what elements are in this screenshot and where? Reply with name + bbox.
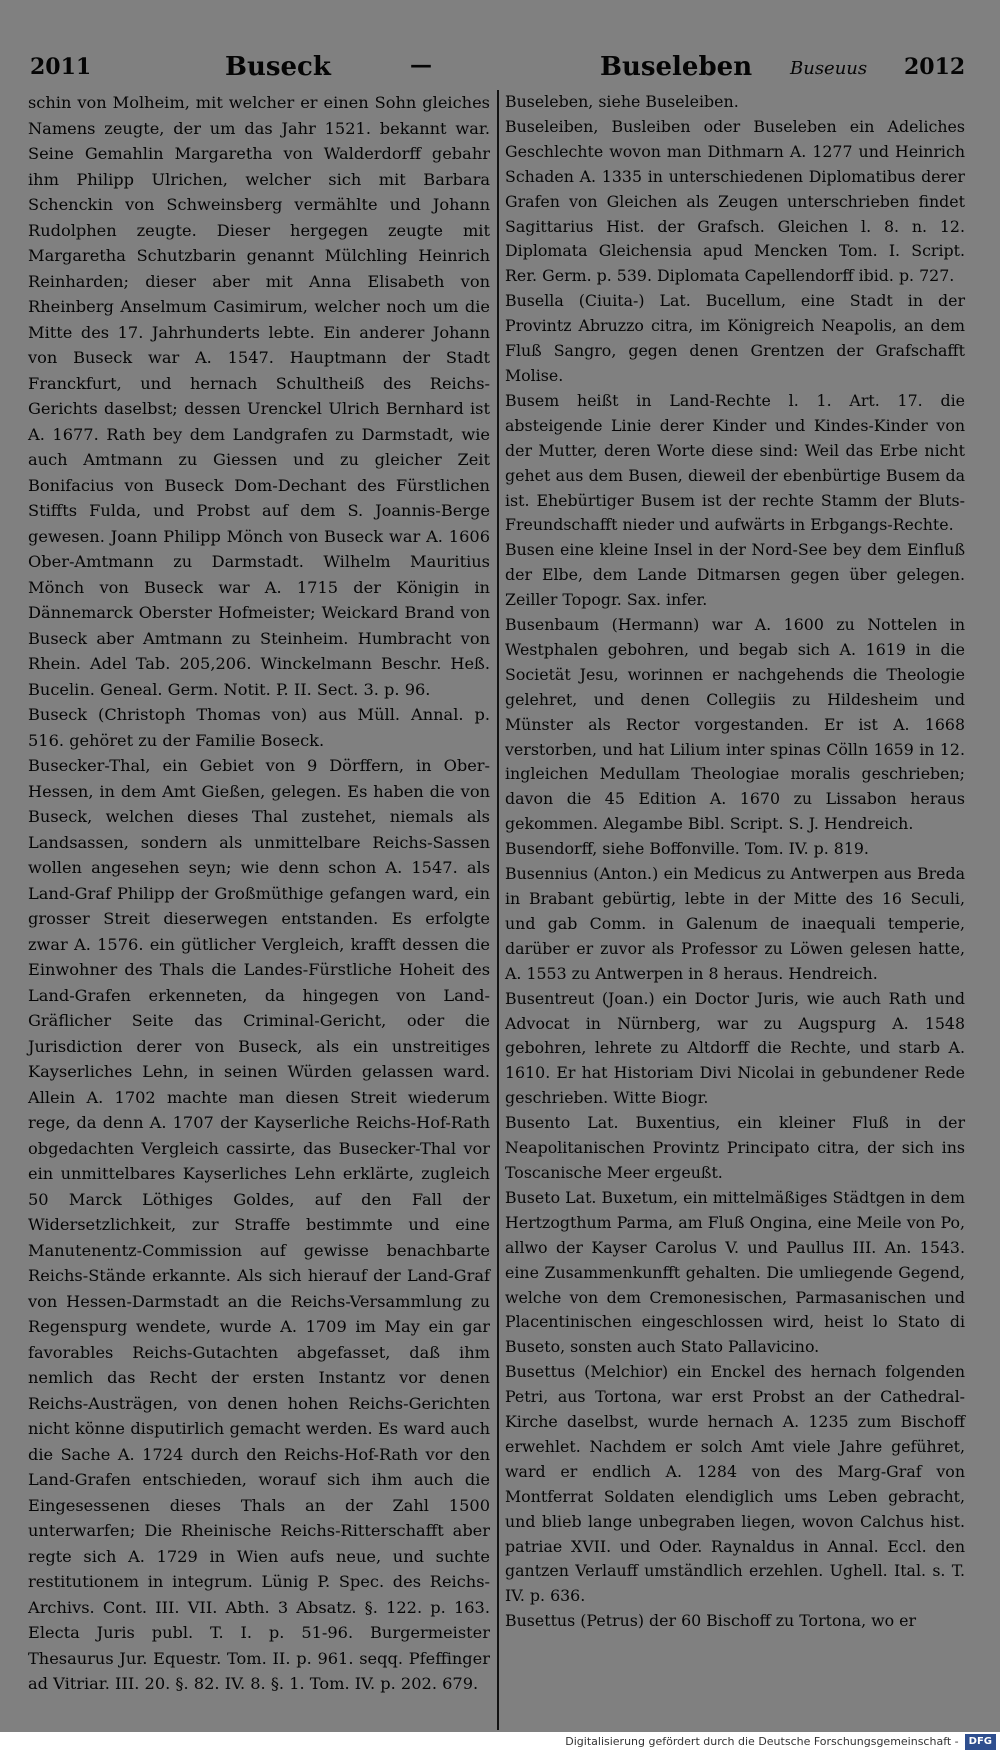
entry-paragraph: Busendorff, siehe Boffonville. Tom. IV. p. 819. (505, 839, 869, 859)
entry-paragraph: Buseleben, siehe Buseleiben. (505, 92, 739, 111)
entry-paragraph: Busem heißt in Land-Rechte l. 1. Art. 17. die absteigende Linie derer Kinder und Kindes-Kinder von der Mutter, deren Worte diese sind: Weil das Erbe nicht gehet aus dem Busen, dieweil der ebenbürtige Busem da ist. Ehebürtiger Busem ist der rechte Stamm der Bluts-Freundschafft nieder und aufwärts in Erbgangs-Rechte. (505, 390, 965, 535)
left-catchword: Buseck (225, 52, 331, 82)
right-column (505, 90, 965, 1634)
left-page-number: 2011 (30, 54, 92, 80)
right-page-number: 2012 (904, 54, 966, 80)
entry-paragraph: Busen eine kleine Insel in der Nord-See bey dem Einfluß der Elbe, dem Lande Ditmarsen gegen über gelegen. Zeiller Topogr. Sax. infer. (505, 540, 965, 610)
entry-paragraph: Buseck (Christoph Thomas von) aus Müll. Annal. p. 516. gehöret zu der Familie Boseck. (28, 705, 490, 750)
left-column (28, 90, 490, 1697)
entry-paragraph: Busenbaum (Hermann) war A. 1600 zu Nottelen in Westphalen gebohren, und begab sich A. 1619 in die Societät Jesu, worinnen er nachgehends die Theologie gelehret, und denen Collegiis zu Hildesheim und Münster als Rector vorgestanden. Er ist A. 1668 verstorben, und hat Lilium inter spinas Cölln 1659 in 12. ingleichen Medullam Theologiae moralis geschrieben; davon die 45 Edition A. 1670 zu Lissabon heraus gekommen. Alegambe Bibl. Script. S. J. Hendreich. (505, 615, 965, 834)
footer-text: Digitalisierung gefördert durch die Deutsche Forschungsgemeinschaft - (565, 1735, 959, 1748)
digitization-footer (0, 1732, 1000, 1751)
entry-paragraph: Busento Lat. Buxentius, ein kleiner Fluß in der Neapolitanischen Provintz Principato citra, der sich ins Toscanische Meer ergeußt. (505, 1113, 965, 1182)
entry-paragraph: Busecker-Thal, ein Gebiet von 9 Dörffern, in Ober-Hessen, in dem Amt Gießen, gelegen. Es haben die von Buseck, welchen dieses Thal zustehet, niemals als Landsassen, sondern als unmittelbare Reichs-Sassen wollen angesehen seyn; wie denn schon A. 1547. als Land-Graf Philipp der Großmüthige gefangen ward, ein grosser Streit dieserwegen entstanden. Es erfolgte zwar A. 1576. ein gütlicher Vergleich, krafft dessen die Einwohner des Thals die Landes-Fürstliche Hoheit des Land-Grafen erkenneten, da hingegen von Land-Gräflicher Seite das Criminal-Gericht, oder die Jurisdiction derer von Buseck, als ein unstreitiges Kayserliches Lehn, in seinen Würden gelassen ward. Allein A. 1702 machte man diesen Streit wiederum rege, da denn A. 1707 der Kayserliche Reichs-Hof-Rath obgedachten Vergleich cassirte, das Busecker-Thal vor ein unmittelbares Kayserliches Lehn erklärte, zugleich 50 Marck Löthiges Goldes, auf den Fall der Widersetzlichkeit, zur Straffe bestimmte und eine Manutenentz-Commission auf gewisse benachbarte Reichs-Stände erkannte. Als sich hierauf der Land-Graf von Hessen-Darmstadt an die Reichs-Versammlung zu Regenspurg wendete, wurde A. 1709 im May ein gar favorables Reichs-Gutachten abgefasset, daß ihm nemlich das Recht der ersten Instantz vor denen Reichs-Austrägen, von denen hohen Reichs-Gerichten nicht könne disputirlich gemacht werden. Es ward auch die Sache A. 1724 durch den Reichs-Hof-Rath vor den Land-Grafen entschieden, worauf sich ihm auch die Eingesessenen dieses Thals an der Zahl 1500 unterwarfen; Die Rheinische Reichs-Ritterschafft aber regte sich A. 1729 in Wien aufs neue, und suchte restitutionem in integrum. Lünig P. Spec. des Reichs-Archivs. Cont. III. VII. Abth. 3 Absatz. §. 122. p. 163. Electa Juris publ. T. I. p. 51-96. Burgermeister Thesaurus Jur. Equestr. Tom. II. p. 961. seqq. Pfeffinger ad Vitriar. III. 20. §. 82. IV. 8. §. 1. Tom. IV. p. 202. 679. (28, 756, 490, 1693)
header-dash: — (410, 52, 432, 78)
entry-paragraph: Buseleiben, Busleiben oder Buseleben ein Adeliches Geschlechte wovon man Dithmarn A. 1277 und Heinrich Schaden A. 1335 in unterschiedenen Diplomatibus derer Grafen von Gleichen als Zeugen unterschrieben findet Sagittarius Hist. der Grafsch. Gleichen l. 8. n. 12. Diplomata Gleichensia apud Mencken Tom. I. Script. Rer. Germ. p. 539. Diplomata Capellendorff ibid. p. 727. (505, 116, 965, 286)
entry-paragraph: Busentreut (Joan.) ein Doctor Juris, wie auch Rath und Advocat in Nürnberg, war zu Augspurg A. 1548 gebohren, lehrete zu Altdorff die Rechte, und starb A. 1610. Er hat Historiam Divi Nicolai in gebundener Rede geschrieben. Witte Biogr. (505, 988, 965, 1108)
entry-paragraph: schin von Molheim, mit welcher er einen Sohn gleiches Namens zeugte, der um das Jahr 1521. bekannt war. Seine Gemahlin Margaretha von Walderdorff gebahr ihm Philipp Ulrichen, welcher sich mit Barbara Schenckin von Schweinsberg vermählte und Johann Rudolphen zeugte. Dieser hergegen zeugte mit Margaretha Schutzbarin genannt Mülchling Heinrich Reinharden; dieser aber mit Anna Elisabeth von Rheinberg Anselmum Casimirum, welcher noch um die Mitte des 17. Jahrhunderts lebte. Ein anderer Johann von Buseck war A. 1547. Hauptmann der Stadt Franckfurt, und hernach Schultheiß des Reichs-Gerichts daselbst; dessen Urenckel Ulrich Bernhard ist A. 1677. Rath bey dem Landgrafen zu Darmstadt, wie auch Amtmann zu Giessen und zu gleicher Zeit Bonifacius von Buseck Dom-Dechant des Fürstlichen Stiffts Fulda, und Probst auf dem S. Joannis-Berge gewesen. Joann Philipp Mönch von Buseck war A. 1606 Ober-Amtmann zu Darmstadt. Wilhelm Mauritius Mönch von Buseck war A. 1715 der Königin in Dännemarck Oberster Hofmeister; Weickard Brand von Buseck aber Amtmann zu Steinheim. Humbracht von Rhein. Adel Tab. 205,206. Winckelmann Beschr. Heß. Bucelin. Geneal. Germ. Notit. P. II. Sect. 3. p. 96. (28, 93, 490, 699)
entry-paragraph: Busennius (Anton.) ein Medicus zu Antwerpen aus Breda in Brabant gebürtig, lebte in der Mitte des 16 Seculi, und gab Comm. in Galenum de inaequali temperie, darüber er zuvor als Professor zu Löwen gelesen hatte, A. 1553 zu Antwerpen in 8 heraus. Hendreich. (505, 864, 965, 983)
page-header (30, 52, 970, 92)
right-small-catchword: Buseuus (790, 58, 868, 79)
entry-paragraph: Busettus (Petrus) der 60 Bischoff zu Tortona, wo er (505, 1611, 917, 1631)
dfg-logo: DFG (965, 1734, 996, 1750)
column-divider (497, 90, 499, 1730)
right-catchword: Buseleben (600, 52, 753, 82)
entry-paragraph: Buseto Lat. Buxetum, ein mittelmäßiges Städtgen in dem Hertzogthum Parma, am Fluß Ongina, eine Meile von Po, allwo der Kayser Carolus V. und Paullus III. An. 1543. eine Zusammenkunfft gehalten. Die umliegende Gegend, welche von dem Cremonesischen, Parmasanischen und Placentinischen eingeschlossen wird, heist lo Stato di Buseto, sonsten auch Stato Pallavicino. (505, 1187, 965, 1357)
entry-paragraph: Busella (Ciuita-) Lat. Bucellum, eine Stadt in der Provintz Abruzzo citra, im Königreich Neapolis, an dem Fluß Sangro, gegen denen Grentzen der Grafschafft Molise. (505, 291, 965, 385)
entry-paragraph: Busettus (Melchior) ein Enckel des hernach folgenden Petri, aus Tortona, war erst Probst an der Cathedral-Kirche daselbst, wurde hernach A. 1235 zum Bischoff erwehlet. Nachdem er solch Amt viele Jahre geführet, ward er endlich A. 1284 von des Marg-Graf von Montferrat Soldaten elendiglich ums Leben gebracht, und blieb lange unbegraben liegen, wovon Calchus hist. patriae XVII. und Oder. Raynaldus in Annal. Eccl. den gantzen Verlauff umständlich erzehlen. Ughell. Ital. s. T. IV. p. 636. (505, 1362, 965, 1606)
